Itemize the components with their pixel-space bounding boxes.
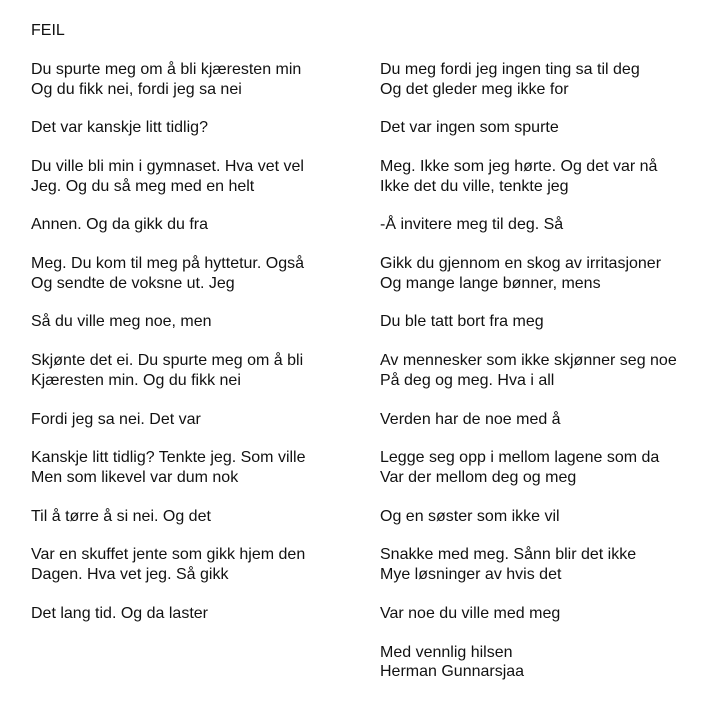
poem-line: -Å invitere meg til deg. Så xyxy=(380,216,564,234)
stanza xyxy=(31,157,371,196)
stanza xyxy=(31,410,371,430)
left-column xyxy=(31,60,371,643)
stanza xyxy=(380,351,720,390)
stanza xyxy=(31,604,371,624)
poem-line: Snakke med meg. Sånn blir det ikke xyxy=(380,546,637,564)
stanza xyxy=(31,215,371,235)
poem-line: På deg og meg. Hva i all xyxy=(380,371,555,389)
poem-line: Det var kanskje litt tidlig? xyxy=(31,119,208,137)
poem-line: Gikk du gjennom en skog av irritasjoner xyxy=(380,255,662,273)
poem-line: Og sendte de voksne ut. Jeg xyxy=(31,274,235,292)
poem-line: Var der mellom deg og meg xyxy=(380,468,577,486)
stanza xyxy=(380,545,720,584)
poem-line: Fordi jeg sa nei. Det var xyxy=(31,410,201,428)
stanza xyxy=(380,60,720,99)
poem-line: Og en søster som ikke vil xyxy=(380,507,560,525)
stanza xyxy=(380,312,720,332)
poem-line: Jeg. Og du så meg med en helt xyxy=(31,177,255,195)
stanza xyxy=(31,118,371,138)
poem-line: Du ble tatt bort fra meg xyxy=(380,313,544,331)
poem-line: Du spurte meg om å bli kjæresten min xyxy=(31,61,302,78)
poem-line: Og det gleder meg ikke for xyxy=(380,80,569,98)
poem-line: Meg. Du kom til meg på hyttetur. Også xyxy=(31,255,305,273)
stanza xyxy=(380,448,720,487)
poem-line: Legge seg opp i mellom lagene som da xyxy=(380,449,660,467)
poem-line: Du meg fordi jeg ingen ting sa til deg xyxy=(380,61,640,78)
poem-line: Skjønte det ei. Du spurte meg om å bli xyxy=(31,352,304,370)
stanza xyxy=(31,254,371,293)
poem-line: Kanskje litt tidlig? Tenkte jeg. Som ville xyxy=(31,449,306,467)
poem-line: Verden har de noe med å xyxy=(380,410,561,428)
stanza xyxy=(31,448,371,487)
poem-line: Mye løsninger av hvis det xyxy=(380,565,562,583)
stanza xyxy=(380,410,720,430)
poem-line: Til å tørre å si nei. Og det xyxy=(31,507,211,525)
closing-line: Med vennlig hilsen xyxy=(380,643,513,661)
stanza xyxy=(31,507,371,527)
stanza xyxy=(380,157,720,196)
poem-line: Men som likevel var dum nok xyxy=(31,468,239,486)
stanza xyxy=(31,351,371,390)
stanza xyxy=(31,545,371,584)
right-column xyxy=(380,60,720,701)
poem-line: Det var ingen som spurte xyxy=(380,119,559,137)
poem-title: FEIL xyxy=(31,22,65,39)
author-name: Herman Gunnarsjaa xyxy=(380,663,525,681)
poem-line: Av mennesker som ikke skjønner seg noe xyxy=(380,352,677,370)
poem-line: Og mange lange bønner, mens xyxy=(380,274,601,292)
stanza xyxy=(31,312,371,332)
poem-line: Dagen. Hva vet jeg. Så gikk xyxy=(31,565,229,583)
stanza xyxy=(31,60,371,99)
poem-line: Var noe du ville med meg xyxy=(380,604,561,622)
poem-line: Kjæresten min. Og du fikk nei xyxy=(31,371,241,389)
poem-line: Du ville bli min i gymnaset. Hva vet vel xyxy=(31,158,304,176)
poem-line: Og du fikk nei, fordi jeg sa nei xyxy=(31,80,242,98)
stanza xyxy=(380,254,720,293)
poem-line: Så du ville meg noe, men xyxy=(31,313,212,331)
poem-line: Det lang tid. Og da laster xyxy=(31,604,208,622)
stanza xyxy=(380,118,720,138)
signature-block xyxy=(380,643,720,682)
stanza xyxy=(380,215,720,235)
stanza xyxy=(380,604,720,624)
poem-line: Var en skuffet jente som gikk hjem den xyxy=(31,546,306,564)
stanza xyxy=(380,507,720,527)
poem-line: Annen. Og da gikk du fra xyxy=(31,216,208,234)
poem-line: Meg. Ikke som jeg hørte. Og det var nå xyxy=(380,158,658,176)
poem-line: Ikke det du ville, tenkte jeg xyxy=(380,177,569,195)
